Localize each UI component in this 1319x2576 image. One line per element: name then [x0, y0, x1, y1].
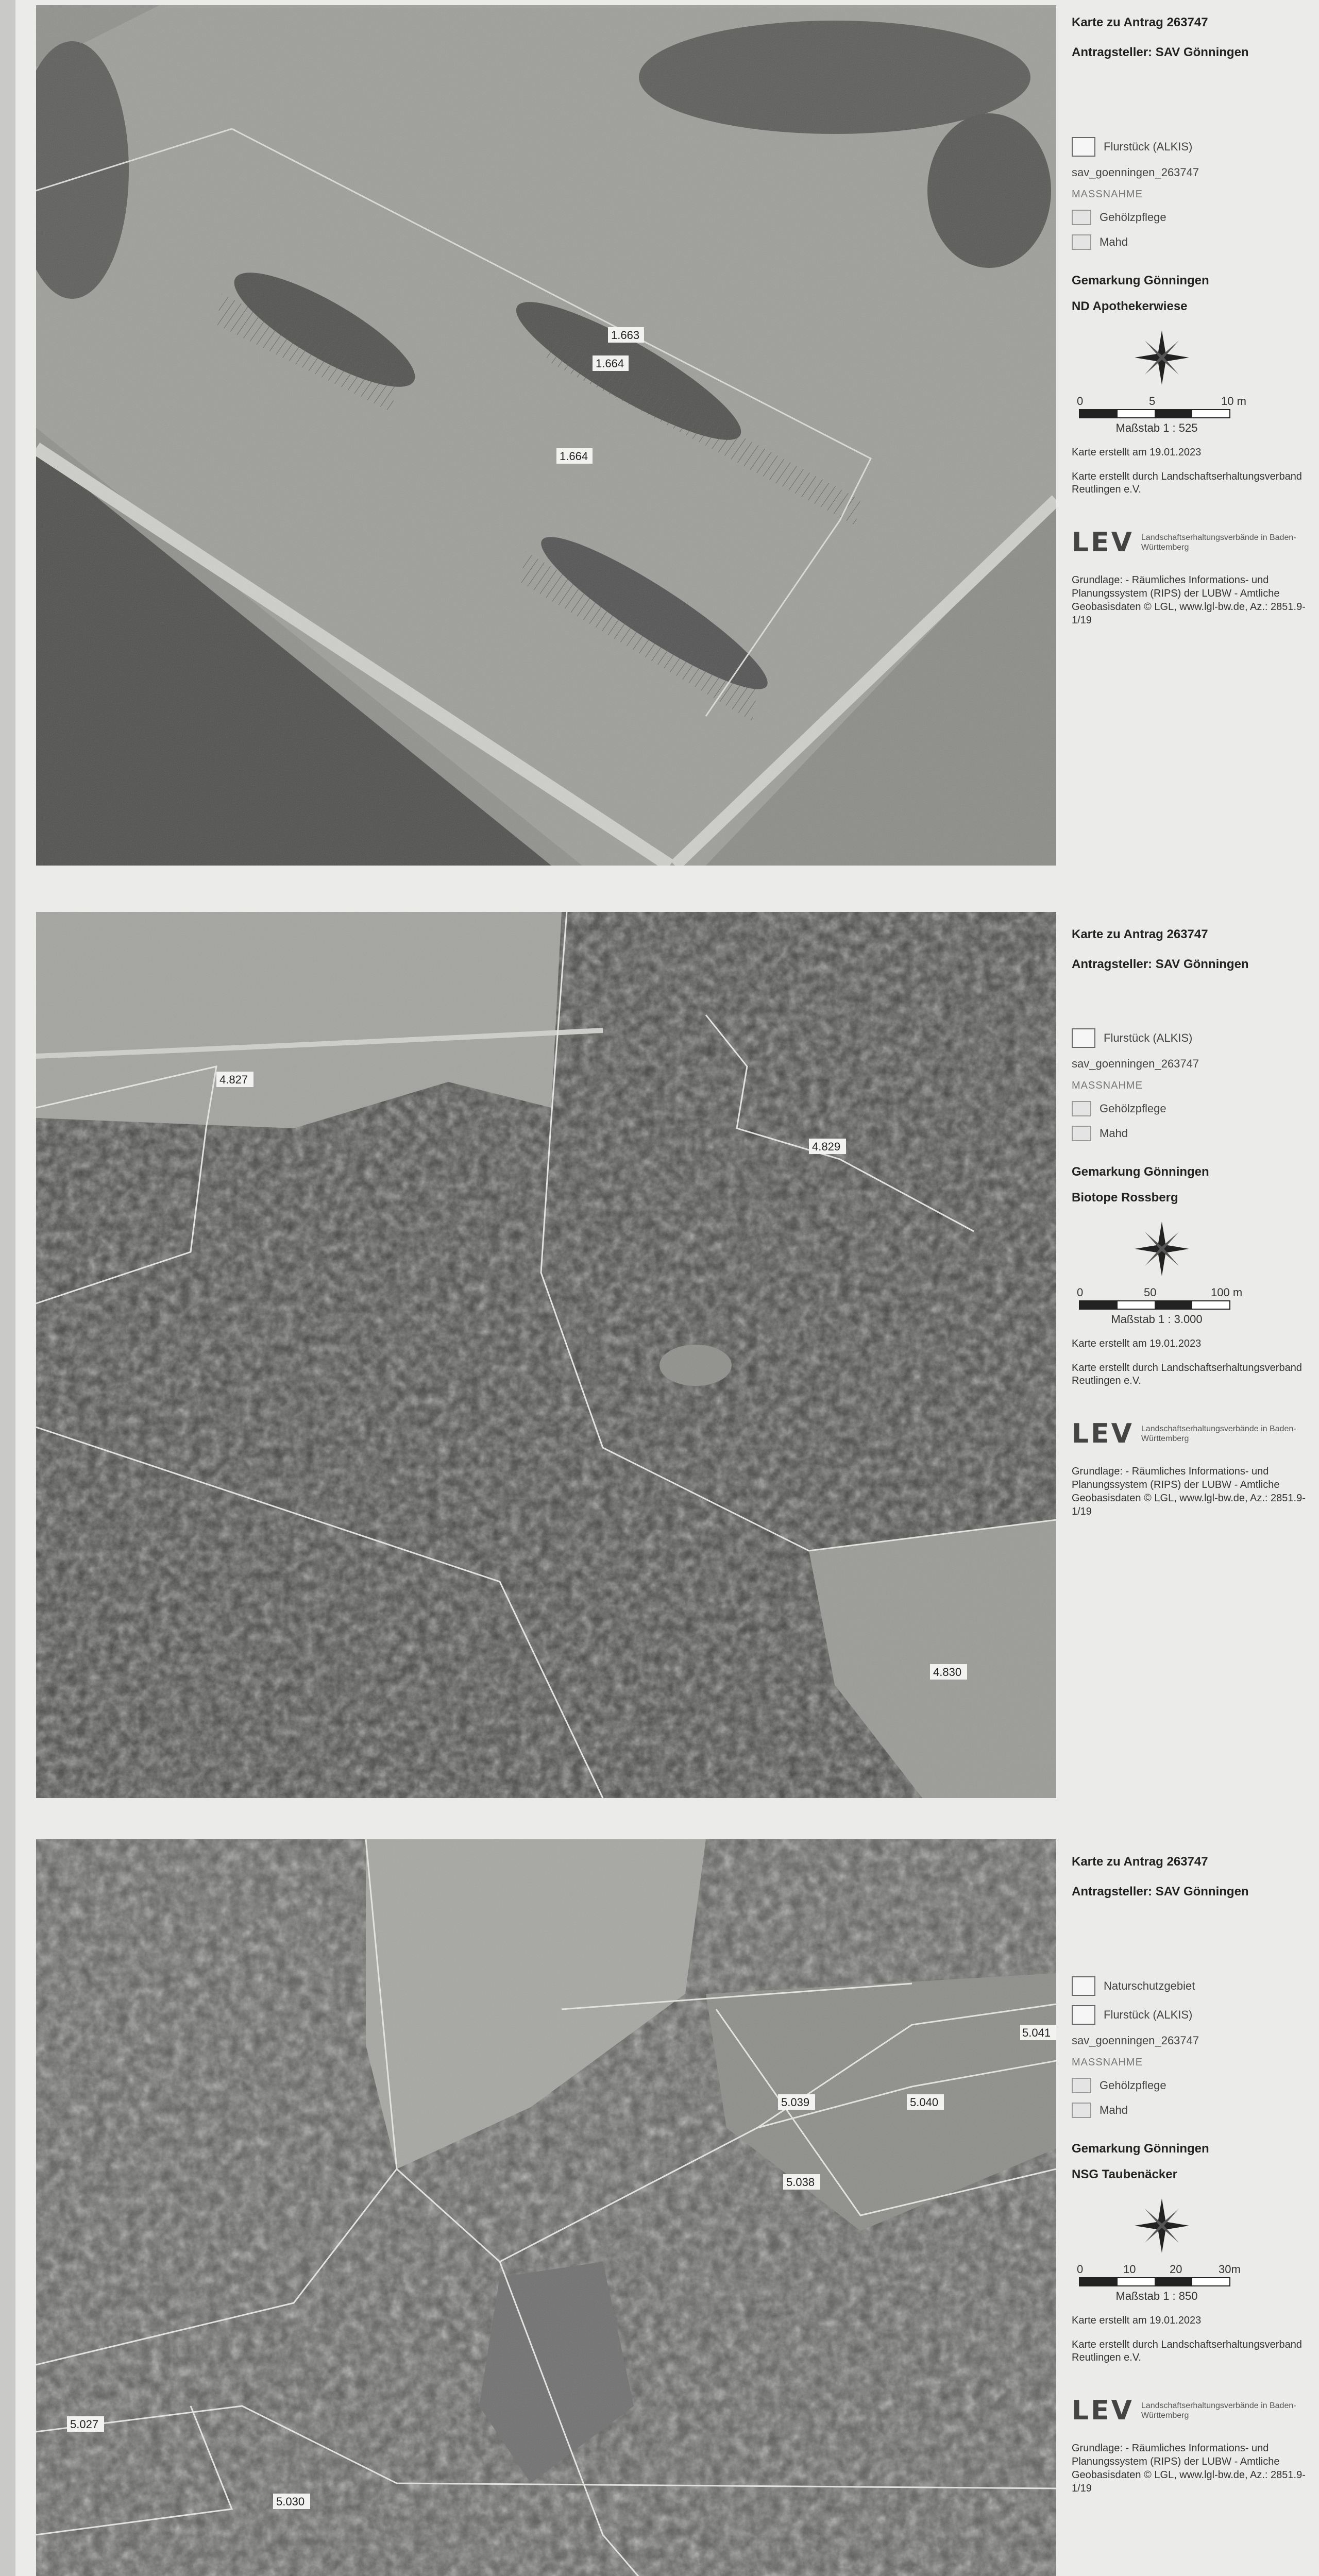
legend-swatch — [1072, 2078, 1091, 2093]
gemarkung: Gemarkung Gönningen — [1072, 274, 1209, 287]
svg-text:1.663: 1.663 — [611, 329, 640, 342]
svg-text:4.827: 4.827 — [219, 1073, 248, 1086]
parcel-label — [778, 2094, 815, 2110]
legend-swatch — [1072, 1028, 1095, 1048]
applicant: Antragsteller: SAV Gönningen — [1072, 957, 1249, 971]
legend-swatch — [1072, 234, 1091, 250]
map-legend-2 — [1072, 927, 1309, 1518]
svg-text:5.030: 5.030 — [276, 2495, 305, 2508]
place-name: ND Apothekerwiese — [1072, 299, 1188, 313]
source-note: Grundlage: - Räumliches Informations- und Planungssystem (RIPS) der LUBW - Amtliche Geobasisdaten © LGL, www.lgl-bw.de, Az.: 2851.9-1/19 — [1072, 574, 1306, 626]
measure-heading: MASSNAHME — [1072, 2057, 1143, 2068]
svg-text:5.038: 5.038 — [786, 2176, 815, 2189]
parcel-label — [1020, 2025, 1056, 2040]
created-by: Karte erstellt durch Landschaftserhaltungsverband Reutlingen e.V. — [1072, 1362, 1302, 1386]
legend-item: Gehölzpflege — [1072, 1101, 1309, 1116]
svg-text:4.829: 4.829 — [812, 1140, 841, 1153]
scale-bar: 0 5 10 m Maßstab 1 : 525 — [1077, 395, 1246, 434]
legend-swatch — [1072, 210, 1091, 225]
map-title: Karte zu Antrag 263747 — [1072, 1855, 1208, 1869]
svg-text:1.664: 1.664 — [560, 450, 588, 463]
parcel-label — [783, 2174, 820, 2190]
applicant: Antragsteller: SAV Gönningen — [1072, 1885, 1249, 1899]
created-date: Karte erstellt am 19.01.2023 — [1072, 2315, 1202, 2326]
legend-item: sav_goenningen_263747 — [1072, 2034, 1199, 2047]
legend-item: sav_goenningen_263747 — [1072, 166, 1199, 179]
legend-item: Gehölzpflege — [1072, 210, 1309, 225]
legend-item: Flurstück (ALKIS) — [1072, 137, 1309, 157]
legend-swatch — [1072, 137, 1095, 157]
created-date: Karte erstellt am 19.01.2023 — [1072, 447, 1202, 458]
gemarkung: Gemarkung Gönningen — [1072, 1165, 1209, 1179]
map-panel-2 — [36, 912, 1309, 1798]
parcel-label — [273, 2494, 310, 2509]
svg-text:4.830: 4.830 — [933, 1666, 962, 1679]
aerial-map-1[interactable] — [36, 5, 1056, 866]
parcel-label — [216, 1072, 253, 1087]
applicant: Antragsteller: SAV Gönningen — [1072, 45, 1249, 59]
legend-swatch — [1072, 1126, 1091, 1141]
svg-text:5.041: 5.041 — [1022, 2026, 1051, 2039]
aerial-map-2[interactable] — [36, 912, 1056, 1798]
legend-swatch — [1072, 1976, 1095, 1996]
north-arrow-icon — [1134, 1221, 1190, 1277]
place-name: Biotope Rossberg — [1072, 1191, 1178, 1205]
parcel-label — [907, 2094, 944, 2110]
svg-text:1.664: 1.664 — [596, 357, 624, 370]
legend-item: sav_goenningen_263747 — [1072, 1057, 1199, 1070]
source-note: Grundlage: - Räumliches Informations- und Planungssystem (RIPS) der LUBW - Amtliche Geobasisdaten © LGL, www.lgl-bw.de, Az.: 2851.9-1/19 — [1072, 2443, 1306, 2494]
north-arrow-icon — [1134, 2197, 1190, 2254]
source-note: Grundlage: - Räumliches Informations- und Planungssystem (RIPS) der LUBW - Amtliche Geobasisdaten © LGL, www.lgl-bw.de, Az.: 2851.9-1/19 — [1072, 1466, 1306, 1517]
north-arrow-icon — [1134, 329, 1190, 386]
legend-item: Mahd — [1072, 234, 1309, 250]
svg-text:5.039: 5.039 — [781, 2096, 810, 2109]
created-by: Karte erstellt durch Landschaftserhaltungsverband Reutlingen e.V. — [1072, 471, 1302, 495]
svg-text:5.027: 5.027 — [70, 2418, 99, 2431]
svg-text:5.040: 5.040 — [910, 2096, 939, 2109]
legend-item: Flurstück (ALKIS) — [1072, 2005, 1309, 2025]
scale-bar: 0 50 100 m Maßstab 1 : 3.000 — [1077, 1286, 1243, 1326]
created-by: Karte erstellt durch Landschaftserhaltungsverband Reutlingen e.V. — [1072, 2339, 1302, 2363]
parcel-label — [608, 327, 644, 343]
legend-item: Mahd — [1072, 1126, 1309, 1141]
parcel-label — [556, 448, 593, 464]
map-title: Karte zu Antrag 263747 — [1072, 927, 1208, 941]
map-legend-3 — [1072, 1855, 1309, 2495]
map-legend-1 — [1072, 15, 1309, 627]
created-date: Karte erstellt am 19.01.2023 — [1072, 1338, 1202, 1349]
lev-logo: LEV Landschaftserhaltungsverbände in Baden-Württemberg — [1072, 1418, 1296, 1449]
gemarkung: Gemarkung Gönningen — [1072, 2142, 1209, 2156]
legend-item: Flurstück (ALKIS) — [1072, 1028, 1309, 1048]
legend-swatch — [1072, 2005, 1095, 2025]
place-name: NSG Taubenäcker — [1072, 2167, 1177, 2181]
legend-swatch — [1072, 1101, 1091, 1116]
measure-heading: MASSNAHME — [1072, 1080, 1143, 1091]
legend-item: Naturschutzgebiet — [1072, 1976, 1309, 1996]
lev-logo: LEV Landschaftserhaltungsverbände in Baden-Württemberg — [1072, 2395, 1296, 2426]
lev-logo: LEV Landschaftserhaltungsverbände in Baden-Württemberg — [1072, 527, 1296, 558]
parcel-label — [809, 1139, 846, 1154]
legend-item: Gehölzpflege — [1072, 2078, 1309, 2093]
map-panel-3 — [36, 1839, 1309, 2576]
scale-bar: 0 10 20 30m Maßstab 1 : 850 — [1077, 2263, 1241, 2302]
map-panel-1 — [36, 5, 1309, 866]
parcel-label — [930, 1664, 967, 1680]
measure-heading: MASSNAHME — [1072, 189, 1143, 200]
parcel-label — [67, 2416, 104, 2432]
legend-swatch — [1072, 2103, 1091, 2118]
map-title: Karte zu Antrag 263747 — [1072, 15, 1208, 29]
legend-item: Mahd — [1072, 2103, 1309, 2118]
aerial-map-3[interactable] — [36, 1839, 1056, 2576]
parcel-label — [593, 355, 629, 371]
